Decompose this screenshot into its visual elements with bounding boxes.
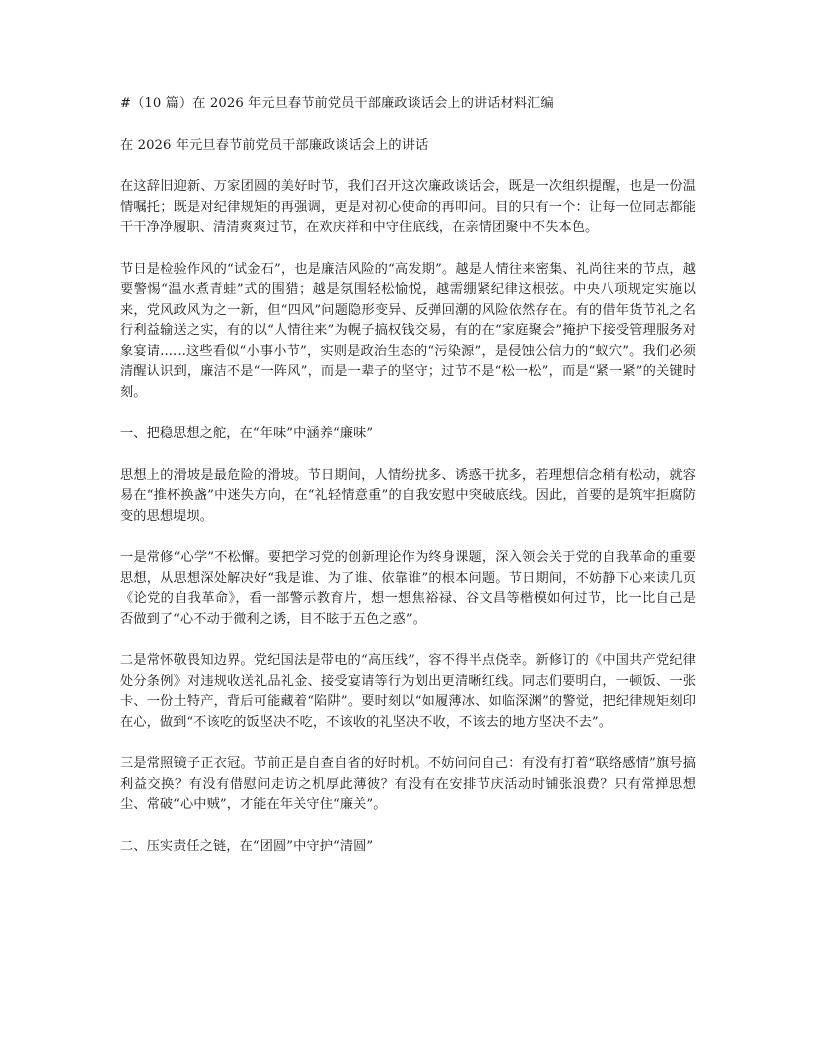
section-heading-2: 二、压实责任之链，在“团圆”中守护“清圆” — [120, 838, 374, 854]
speech-title: 在 2026 年元旦春节前党员干部廉政谈话会上的讲话 — [120, 137, 429, 153]
document-title: #（10 篇）在 2026 年元旦春节前党员干部廉政谈话会上的讲话材料汇编 — [120, 96, 554, 111]
section1-paragraph: 三是常照镜子正衣冠。节前正是自查自省的好时机。不妨问问自己：有没有打着“联络感情”旗号搞利益交换？有没有借慰问走访之机厚此薄彼？有没有在安排节庆活动时铺张浪费？只有常掸思想尘、常破“心中贼”，才能在年关守住“廉关”。 — [120, 756, 696, 812]
intro-paragraph: 在这辞旧迎新、万家团圆的美好时节，我们召开这次廉政谈话会，既是一次组织提醒，也是一份温情嘱托；既是对纪律规矩的再强调，更是对初心使命的再叩问。目的只有一个：让每一位同志都能干干净净履职、清清爽爽过节，在欢庆祥和中守住底线，在亲情团聚中不失本色。 — [120, 179, 696, 235]
section1-paragraph: 一是常修“心学”不松懈。要把学习党的创新理论作为终身课题，深入领会关于党的自我革命的重要思想，从思想深处解决好“我是谁、为了谁、依靠谁”的根本问题。节日期间，不妨静下心来读几页《论党的自我革命》，看一部警示教育片，想一想焦裕禄、谷文昌等楷模如何过节，比一比自己是否做到了“心不动于微利之诱，目不眩于五色之惑”。 — [120, 550, 696, 627]
festival-risk-paragraph: 节日是检验作风的“试金石”，也是廉洁风险的“高发期”。越是人情往来密集、礼尚往来的节点，越要警惕“温水煮青蛙”式的围猎；越是氛围轻松愉悦，越需绷紧纪律这根弦。中央八项规定实施以来，党风政风为之一新，但“四风”问题隐形变异、反弹回潮的风险依然存在。有的借年货节礼之名行利益输送之实，有的以“人情往来”为幌子搞权钱交易，有的在“家庭聚会”掩护下接受管理服务对象宴请......这些看似“小事小节”，实则是政治生态的“污染源”，是侵蚀公信力的“蚁穴”。我们必须清醒认识到，廉洁不是“一阵风”，而是一辈子的坚守；过节不是“松一松”，而是“紧一紧”的关键时刻。 — [120, 261, 696, 400]
section1-paragraph: 思想上的滑坡是最危险的滑坡。节日期间，人情纷扰多、诱惑干扰多，若理想信念稍有松动，就容易在“推杯换盏”中迷失方向，在“礼轻情意重”的自我安慰中突破底线。因此，首要的是筑牢拒腐防变的思想堤坝。 — [120, 467, 696, 524]
section-heading-1: 一、把稳思想之舵，在“年味”中涵养“廉味” — [120, 426, 374, 441]
document-page — [120, 94, 696, 878]
section1-paragraph: 二是常怀敬畏知边界。党纪国法是带电的“高压线”，容不得半点侥幸。新修订的《中国共产党纪律处分条例》对违规收送礼品礼金、接受宴请等行为划出更清晰红线。同志们要明白，一顿饭、一张卡、一份土特产，背后可能藏着“陷阱”。要时刻以“如履薄冰、如临深渊”的警觉，把纪律规矩刻印在心，做到“不该吃的饭坚决不吃，不该收的礼坚决不收，不该去的地方坚决不去”。 — [120, 653, 696, 730]
